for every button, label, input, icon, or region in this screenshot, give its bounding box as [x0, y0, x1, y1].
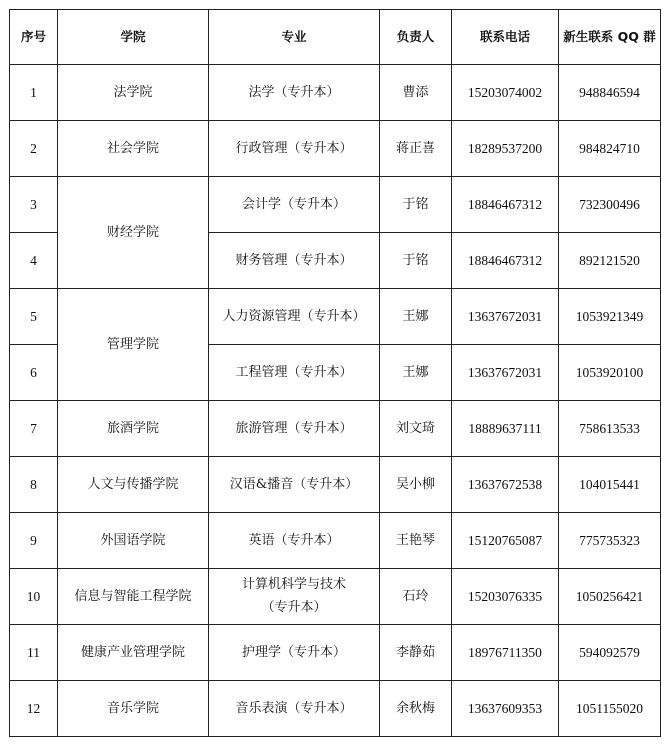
row-major-line1: 计算机科学与技术: [241, 577, 346, 592]
row-major: 英语（专升本）: [209, 513, 380, 569]
row-major: [209, 569, 380, 625]
row-major: 工程管理（专升本）: [209, 345, 380, 401]
table-row: [10, 121, 661, 177]
table-row: [10, 513, 661, 569]
row-phone: 18889637111: [452, 401, 559, 457]
row-phone: 13637672031: [452, 345, 559, 401]
row-person: 刘文琦: [380, 401, 452, 457]
row-person: 王娜: [380, 289, 452, 345]
row-person: 吴小柳: [380, 457, 452, 513]
header-major: 专业: [209, 10, 380, 65]
row-person: 王娜: [380, 345, 452, 401]
header-person: 负责人: [380, 10, 452, 65]
row-phone: 15120765087: [452, 513, 559, 569]
table-row: [10, 401, 661, 457]
row-no: 3: [10, 177, 58, 233]
header-row: [10, 10, 661, 65]
row-person: 蒋正喜: [380, 121, 452, 177]
row-college: 音乐学院: [58, 681, 209, 737]
row-college: 法学院: [58, 65, 209, 121]
row-qq: 732300496: [559, 177, 661, 233]
table-row: [10, 289, 661, 345]
row-major: 会计学（专升本）: [209, 177, 380, 233]
row-no: 1: [10, 65, 58, 121]
row-person: 石玲: [380, 569, 452, 625]
row-qq: 892121520: [559, 233, 661, 289]
row-no: 5: [10, 289, 58, 345]
row-qq: 775735323: [559, 513, 661, 569]
row-phone: 15203074002: [452, 65, 559, 121]
row-college: 财经学院: [58, 177, 209, 289]
table-row: [10, 625, 661, 681]
row-person: 余秋梅: [380, 681, 452, 737]
row-major: 护理学（专升本）: [209, 625, 380, 681]
row-college: 人文与传播学院: [58, 457, 209, 513]
row-qq: 1051155020: [559, 681, 661, 737]
row-no: 11: [10, 625, 58, 681]
row-phone: 18976711350: [452, 625, 559, 681]
row-phone: 18846467312: [452, 233, 559, 289]
row-phone: 13637672031: [452, 289, 559, 345]
row-major: 旅游管理（专升本）: [209, 401, 380, 457]
header-phone: 联系电话: [452, 10, 559, 65]
row-major-line2: （专升本）: [261, 600, 327, 615]
row-phone: 13637609353: [452, 681, 559, 737]
row-phone: 18846467312: [452, 177, 559, 233]
table-row: [10, 177, 661, 233]
row-phone: 15203076335: [452, 569, 559, 625]
row-college: 健康产业管理学院: [58, 625, 209, 681]
row-qq: 1050256421: [559, 569, 661, 625]
table-row: [10, 65, 661, 121]
row-no: 9: [10, 513, 58, 569]
row-college: 管理学院: [58, 289, 209, 401]
row-college: 社会学院: [58, 121, 209, 177]
row-college: 信息与智能工程学院: [58, 569, 209, 625]
row-person: 曹添: [380, 65, 452, 121]
row-college: 旅酒学院: [58, 401, 209, 457]
header-no: 序号: [10, 10, 58, 65]
row-college: 外国语学院: [58, 513, 209, 569]
row-person: 于铭: [380, 233, 452, 289]
table-row: [10, 681, 661, 737]
row-no: 12: [10, 681, 58, 737]
row-no: 2: [10, 121, 58, 177]
row-phone: 13637672538: [452, 457, 559, 513]
row-major: 法学（专升本）: [209, 65, 380, 121]
row-qq: 984824710: [559, 121, 661, 177]
row-major: 行政管理（专升本）: [209, 121, 380, 177]
row-qq: 948846594: [559, 65, 661, 121]
row-no: 8: [10, 457, 58, 513]
row-phone: 18289537200: [452, 121, 559, 177]
header-qq: 新生联系 QQ 群: [559, 10, 661, 65]
row-person: 王艳琴: [380, 513, 452, 569]
row-person: 李静茹: [380, 625, 452, 681]
header-college: 学院: [58, 10, 209, 65]
row-no: 4: [10, 233, 58, 289]
row-qq: 758613533: [559, 401, 661, 457]
table-row: [10, 457, 661, 513]
contact-table: [9, 9, 661, 737]
row-qq: 1053920100: [559, 345, 661, 401]
table-row: [10, 569, 661, 625]
row-qq: 104015441: [559, 457, 661, 513]
row-person: 于铭: [380, 177, 452, 233]
row-major: 汉语&播音（专升本）: [209, 457, 380, 513]
row-no: 10: [10, 569, 58, 625]
row-major: 财务管理（专升本）: [209, 233, 380, 289]
row-no: 6: [10, 345, 58, 401]
row-major: 音乐表演（专升本）: [209, 681, 380, 737]
row-qq: 594092579: [559, 625, 661, 681]
row-no: 7: [10, 401, 58, 457]
row-major: 人力资源管理（专升本）: [209, 289, 380, 345]
row-qq: 1053921349: [559, 289, 661, 345]
